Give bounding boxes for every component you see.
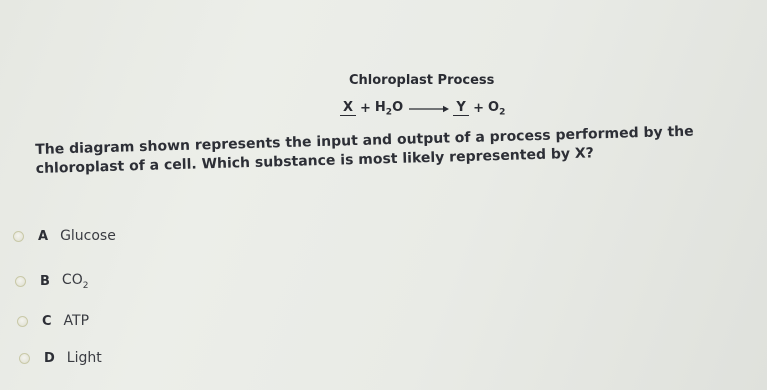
- product-blank-y: Y: [453, 101, 469, 116]
- radio-button-icon[interactable]: [13, 231, 24, 242]
- option-letter: B: [40, 273, 50, 289]
- oxygen-formula: $O_2$: [488, 100, 506, 118]
- option-a[interactable]: [13, 228, 116, 244]
- option-c[interactable]: [17, 313, 89, 329]
- diagram-title: Chloroplast Process: [349, 73, 495, 88]
- reactant-blank-x: X: [340, 101, 356, 116]
- radio-button-icon[interactable]: [19, 353, 30, 364]
- radio-button-icon[interactable]: [17, 316, 28, 327]
- option-letter: A: [38, 228, 49, 244]
- water-formula: $H_2O$: [374, 100, 404, 118]
- reaction-arrow-icon: [409, 104, 449, 114]
- radio-button-icon[interactable]: [15, 276, 26, 287]
- option-d[interactable]: [19, 350, 102, 366]
- option-text: $CO_2$: [61, 272, 89, 291]
- chemical-equation: [340, 100, 505, 118]
- plus-sign: +: [473, 101, 485, 117]
- option-b[interactable]: [15, 272, 88, 291]
- option-letter: C: [42, 313, 52, 329]
- option-text: Light: [66, 350, 102, 366]
- option-letter: D: [44, 350, 55, 366]
- question-text: The diagram shown represents the input and output of a process performed by the chloroplast of a cell. Which substance is most likely represented by X?: [35, 123, 694, 177]
- option-text: Glucose: [60, 228, 116, 244]
- option-text: ATP: [63, 313, 90, 329]
- plus-sign: +: [360, 101, 371, 117]
